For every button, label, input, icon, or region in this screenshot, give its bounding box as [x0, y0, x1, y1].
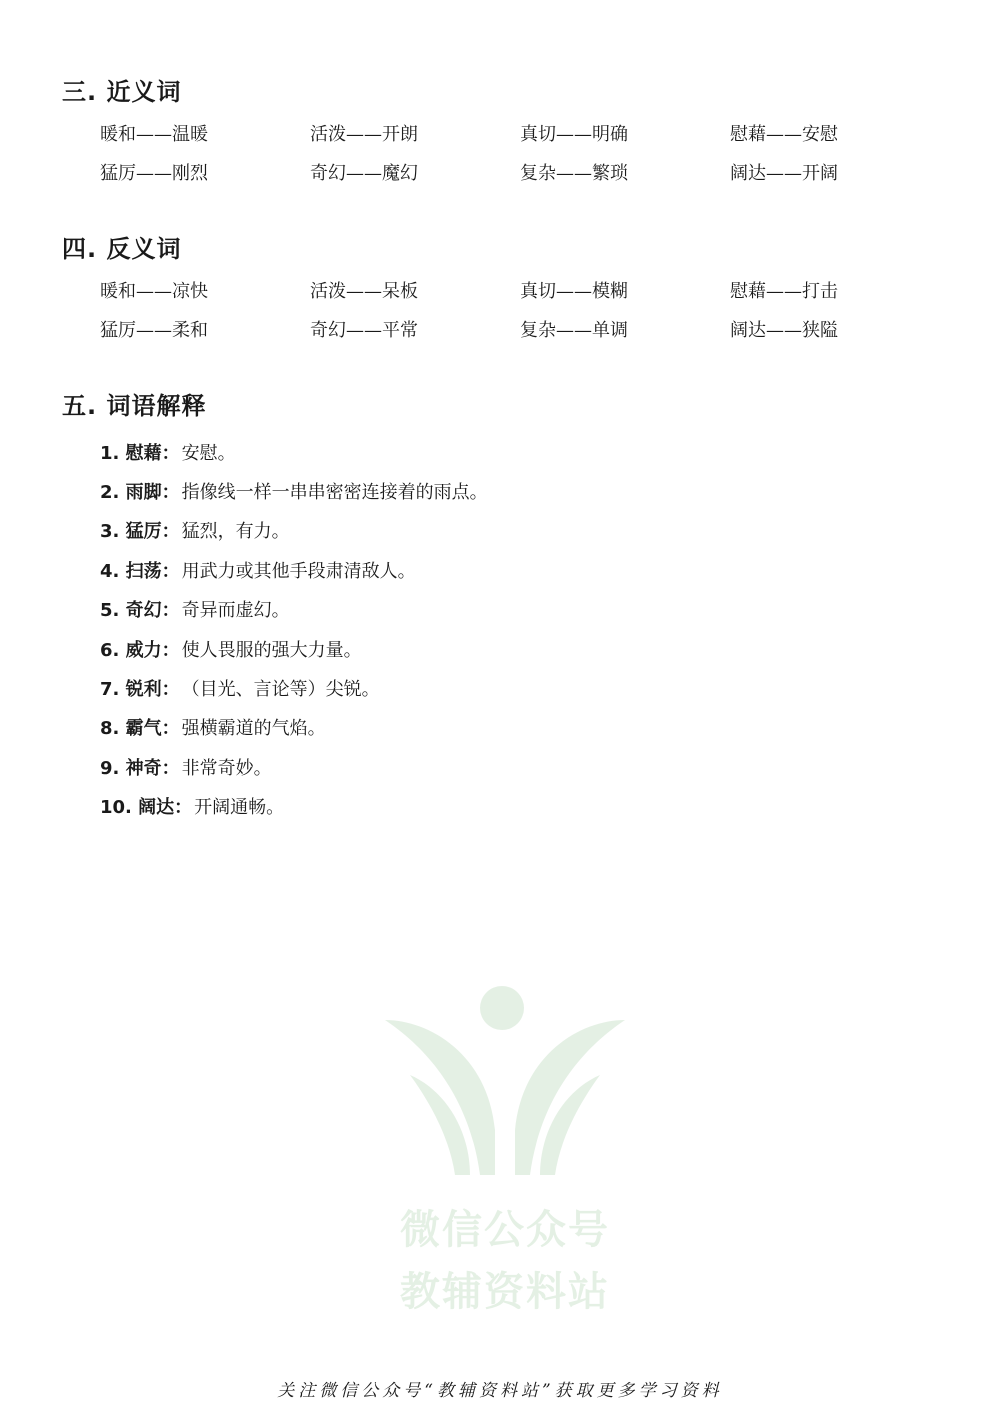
watermark-logo-icon	[370, 980, 640, 1180]
definition-text: 用武力或其他手段肃清敌人。	[181, 560, 416, 582]
definition-colon: ：	[161, 718, 180, 740]
section-title-synonyms: 三. 近义词	[62, 78, 182, 106]
definition-term: 3. 猛厉	[100, 521, 162, 543]
definition-text: 强横霸道的气焰。	[181, 718, 326, 740]
definition-item	[100, 747, 488, 786]
synonym-pair: 暖和——温暖	[100, 123, 208, 145]
definition-colon: ：	[161, 639, 180, 661]
definition-list	[100, 432, 488, 826]
synonym-row	[100, 113, 940, 152]
antonym-pair: 复杂——单调	[520, 319, 628, 341]
synonym-pair: 复杂——繁琐	[520, 162, 628, 184]
definition-item	[100, 668, 488, 707]
antonym-pair: 慰藉——打击	[730, 280, 838, 302]
definition-text: （目光、言论等）尖锐。	[181, 679, 380, 701]
synonym-pair: 奇幻——魔幻	[310, 162, 418, 184]
definition-text: 使人畏服的强大力量。	[181, 639, 362, 661]
definition-item	[100, 708, 488, 747]
definition-item	[100, 471, 488, 510]
definition-item	[100, 550, 488, 589]
synonym-pair: 阔达——开阔	[730, 162, 838, 184]
definition-term: 8. 霸气	[100, 718, 162, 740]
definition-item	[100, 432, 488, 471]
definition-item	[100, 629, 488, 668]
synonym-pair: 真切——明确	[520, 123, 628, 145]
definition-colon: ：	[161, 679, 180, 701]
definition-text: 开阔通畅。	[194, 797, 285, 819]
section-title-definitions: 五. 词语解释	[62, 392, 207, 420]
antonym-pair: 猛厉——柔和	[100, 319, 208, 341]
antonym-row	[100, 270, 940, 309]
definition-colon: ：	[174, 797, 193, 819]
definition-term: 10. 阔达	[100, 797, 175, 819]
definition-text: 奇异而虚幻。	[181, 600, 290, 622]
antonym-pair: 阔达——狭隘	[730, 319, 838, 341]
antonym-pair: 暖和——凉快	[100, 280, 208, 302]
definition-item	[100, 511, 488, 550]
antonym-pair: 活泼——呆板	[310, 280, 418, 302]
definition-text: 猛烈，有力。	[181, 521, 290, 543]
definition-term: 5. 奇幻	[100, 600, 162, 622]
antonym-pair: 奇幻——平常	[310, 319, 418, 341]
definition-term: 1. 慰藉	[100, 442, 162, 464]
synonym-grid	[100, 113, 940, 191]
definition-colon: ：	[161, 482, 180, 504]
antonym-row	[100, 309, 940, 348]
definition-term: 7. 锐利	[100, 679, 162, 701]
definition-term: 4. 扫荡	[100, 560, 162, 582]
definition-text: 非常奇妙。	[181, 757, 272, 779]
watermark	[370, 980, 640, 1320]
definition-item	[100, 590, 488, 629]
watermark-line1: 微信公众号	[400, 1207, 610, 1253]
footer-note: 关注微信公众号“教辅资料站”获取更多学习资料	[277, 1381, 723, 1401]
synonym-row	[100, 152, 940, 191]
definition-colon: ：	[161, 757, 180, 779]
antonym-grid	[100, 270, 940, 348]
synonym-pair: 猛厉——刚烈	[100, 162, 208, 184]
definition-text: 安慰。	[181, 442, 236, 464]
antonym-pair: 真切——模糊	[520, 280, 628, 302]
synonym-pair: 慰藉——安慰	[730, 123, 838, 145]
definition-colon: ：	[161, 600, 180, 622]
definition-colon: ：	[161, 521, 180, 543]
definition-colon: ：	[161, 560, 180, 582]
watermark-line2: 教辅资料站	[400, 1269, 610, 1315]
definition-item	[100, 787, 488, 826]
synonym-pair: 活泼——开朗	[310, 123, 418, 145]
definition-text: 指像线一样一串串密密连接着的雨点。	[181, 482, 488, 504]
definition-colon: ：	[161, 442, 180, 464]
definition-term: 9. 神奇	[100, 757, 162, 779]
definition-term: 2. 雨脚	[100, 482, 162, 504]
definition-term: 6. 威力	[100, 639, 162, 661]
section-title-antonyms: 四. 反义词	[62, 235, 182, 263]
